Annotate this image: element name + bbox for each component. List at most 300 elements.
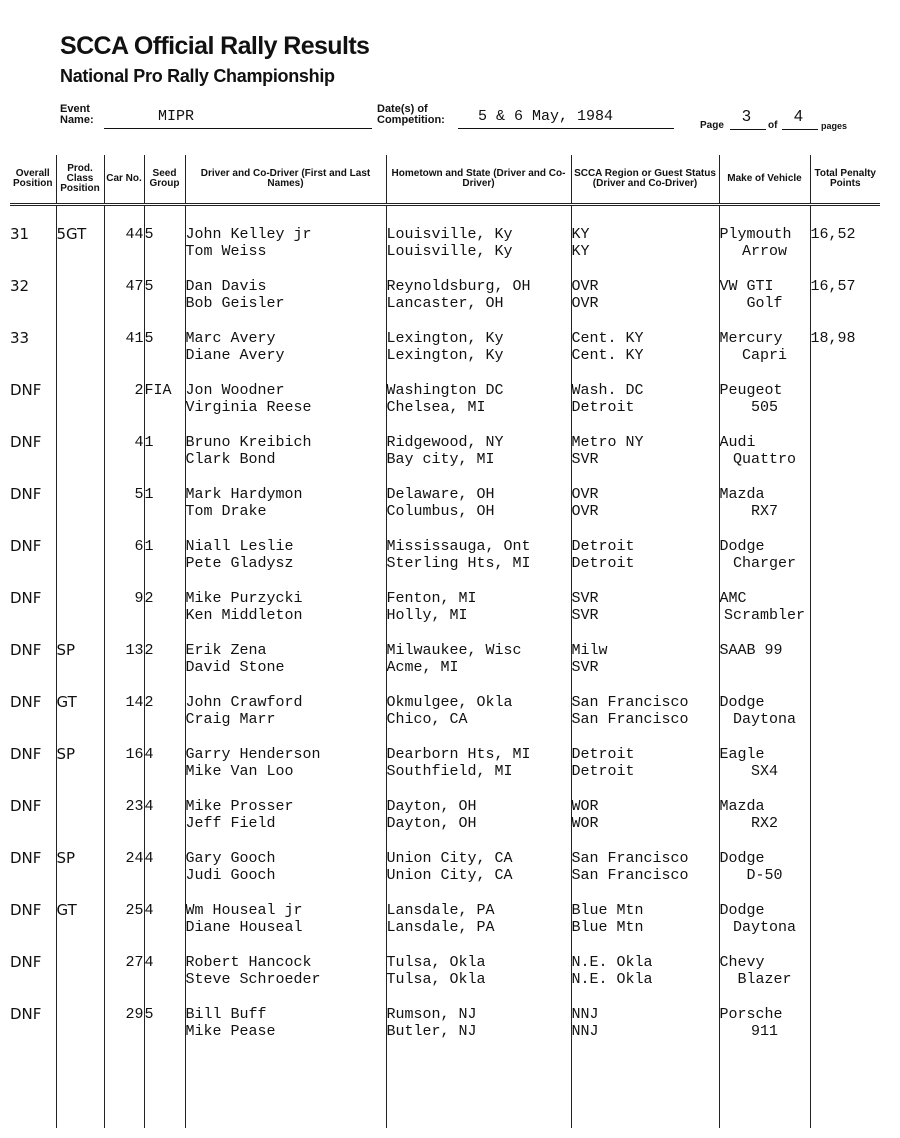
penalty-points: 16,52 [810,226,880,278]
col-header-seed-group: Seed Group [144,155,185,205]
region-cell [571,330,719,382]
driver-name: Robert Hancock [185,954,312,971]
vehicle-make: Eagle [719,746,765,763]
overall-position: DNF [10,797,42,815]
codriver-region: SVR [571,607,599,624]
hometown-cell [386,746,571,798]
class-position-cell [56,226,104,278]
penalty-points [810,486,880,538]
make-cell [719,642,810,694]
car-number: 16 [104,746,144,798]
penalty-points [810,902,880,954]
driver-region: WOR [571,798,599,815]
overall-position-cell [10,382,56,434]
overall-position-cell [10,798,56,850]
penalty-points: 16,57 [810,278,880,330]
table-row [10,278,880,330]
region-cell [571,954,719,1006]
hometown-cell [386,850,571,902]
overall-position: DNF [10,381,42,399]
col-header-hometown: Hometown and State (Driver and Co-Driver) [386,155,571,205]
make-cell [719,382,810,434]
seed-group: 5 [144,330,185,382]
make-cell [719,434,810,486]
pages-label: pages [821,121,848,131]
codriver-hometown: Tulsa, Okla [386,971,486,988]
region-cell [571,226,719,278]
driver-region: OVR [571,278,599,295]
make-cell [719,590,810,642]
vehicle-make: Audi [719,434,756,451]
driver-cell [185,226,386,278]
col-header-region: SCCA Region or Guest Status (Driver and Co-Driver) [571,155,719,205]
overall-position: 33 [10,329,30,347]
class-position-cell [56,382,104,434]
car-number: 47 [104,278,144,330]
make-cell [719,902,810,954]
driver-hometown: Fenton, MI [386,590,477,607]
vehicle-make: Porsche [719,1006,783,1023]
codriver-hometown: Dayton, OH [386,815,477,832]
results-body [10,205,880,1129]
driver-cell [185,694,386,746]
codriver-name: David Stone [185,659,285,676]
driver-cell [185,1006,386,1058]
overall-position-cell [10,954,56,1006]
make-cell [719,278,810,330]
driver-hometown: Rumson, NJ [386,1006,477,1023]
table-empty-row [10,1058,880,1128]
class-position-cell [56,538,104,590]
driver-cell [185,382,386,434]
penalty-points [810,798,880,850]
codriver-hometown: Bay city, MI [386,451,495,468]
region-cell [571,434,719,486]
codriver-region: NNJ [571,1023,599,1040]
class-position-cell [56,278,104,330]
class-position: SP [56,849,76,867]
table-row [10,330,880,382]
table-row [10,902,880,954]
overall-position-cell [10,434,56,486]
car-number: 9 [104,590,144,642]
seed-group: 5 [144,1006,185,1058]
driver-name: Dan Davis [185,278,267,295]
car-number: 13 [104,642,144,694]
penalty-points [810,538,880,590]
overall-position: DNF [10,745,42,763]
car-number: 4 [104,434,144,486]
overall-position-cell [10,850,56,902]
codriver-hometown: Southfield, MI [386,763,513,780]
vehicle-model: 505 [750,399,778,416]
overall-position: 31 [10,225,30,243]
overall-position-cell [10,746,56,798]
driver-region: Blue Mtn [571,902,644,919]
driver-hometown: Okmulgee, Okla [386,694,513,711]
class-position-cell [56,330,104,382]
driver-name: Marc Avery [185,330,276,347]
class-position-cell [56,1006,104,1058]
seed-group: 2 [144,590,185,642]
driver-name: Erik Zena [185,642,267,659]
seed-group: 4 [144,798,185,850]
codriver-region: SVR [571,659,599,676]
driver-region: Cent. KY [571,330,644,347]
event-label: Event Name: [60,103,94,126]
overall-position-cell [10,486,56,538]
driver-name: Garry Henderson [185,746,321,763]
region-cell [571,538,719,590]
overall-position: DNF [10,537,42,555]
col-header-driver: Driver and Co-Driver (First and Last Names) [185,155,386,205]
overall-position: DNF [10,693,42,711]
driver-hometown: Lansdale, PA [386,902,495,919]
table-row [10,382,880,434]
driver-cell [185,590,386,642]
overall-position-cell [10,538,56,590]
dates-value: 5 & 6 May, 1984 [478,108,614,125]
overall-position: DNF [10,589,42,607]
hometown-cell [386,382,571,434]
class-position-cell [56,798,104,850]
car-number: 6 [104,538,144,590]
hometown-cell [386,434,571,486]
make-cell [719,486,810,538]
driver-cell [185,746,386,798]
table-row [10,798,880,850]
codriver-region: OVR [571,503,599,520]
codriver-region: OVR [571,295,599,312]
codriver-region: SVR [571,451,599,468]
overall-position-cell [10,1006,56,1058]
codriver-name: Jeff Field [185,815,276,832]
car-number: 25 [104,902,144,954]
car-number: 41 [104,330,144,382]
class-position-cell [56,850,104,902]
vehicle-make: Dodge [719,694,765,711]
page-label: Page [700,120,724,131]
car-number: 23 [104,798,144,850]
hometown-cell [386,486,571,538]
class-position-cell [56,746,104,798]
vehicle-model: Daytona [732,919,796,936]
class-position-cell [56,954,104,1006]
driver-region: SVR [571,590,599,607]
region-cell [571,902,719,954]
vehicle-model: Capri [741,347,787,364]
overall-position: DNF [10,485,42,503]
seed-group: 5 [144,226,185,278]
codriver-name: Clark Bond [185,451,276,468]
codriver-hometown: Chico, CA [386,711,468,728]
hometown-cell [386,642,571,694]
codriver-region: San Francisco [571,711,689,728]
class-position-cell [56,694,104,746]
make-cell [719,330,810,382]
vehicle-make: Dodge [719,538,765,555]
hometown-cell [386,954,571,1006]
driver-hometown: Washington DC [386,382,504,399]
class-position-cell [56,590,104,642]
table-row [10,590,880,642]
make-cell [719,850,810,902]
driver-name: Mark Hardymon [185,486,303,503]
overall-position: DNF [10,849,42,867]
penalty-points [810,642,880,694]
seed-group: 4 [144,902,185,954]
overall-position-cell [10,902,56,954]
vehicle-make: AMC [719,590,747,607]
table-row [10,642,880,694]
driver-hometown: Delaware, OH [386,486,495,503]
class-position: GT [56,693,77,711]
overall-position: DNF [10,641,42,659]
overall-position: 32 [10,277,30,295]
col-header-make: Make of Vehicle [719,155,810,205]
class-position-cell [56,902,104,954]
penalty-points [810,954,880,1006]
driver-hometown: Dayton, OH [386,798,477,815]
region-cell [571,1006,719,1058]
overall-position-cell [10,226,56,278]
driver-cell [185,850,386,902]
driver-name: John Crawford [185,694,303,711]
codriver-name: Craig Marr [185,711,276,728]
driver-name: Mike Prosser [185,798,294,815]
make-cell [719,1006,810,1058]
codriver-name: Pete Gladysz [185,555,294,572]
vehicle-make: VW GTI [719,278,774,295]
vehicle-model: Arrow [741,243,787,260]
class-position-cell [56,434,104,486]
codriver-hometown: Union City, CA [386,867,513,884]
vehicle-make: Dodge [719,902,765,919]
hometown-cell [386,330,571,382]
vehicle-model: Quattro [732,451,796,468]
region-cell [571,850,719,902]
driver-name: Mike Purzycki [185,590,303,607]
vehicle-make: Plymouth [719,226,792,243]
event-name-value: MIPR [158,108,195,125]
overall-position: DNF [10,953,42,971]
hometown-cell [386,538,571,590]
codriver-name: Diane Houseal [185,919,303,936]
driver-region: KY [571,226,590,243]
region-cell [571,694,719,746]
page-title: SCCA Official Rally Results [60,32,370,60]
codriver-name: Mike Van Loo [185,763,294,780]
codriver-hometown: Columbus, OH [386,503,495,520]
penalty-points [810,850,880,902]
codriver-hometown: Lancaster, OH [386,295,504,312]
table-spacer-row [10,205,880,227]
driver-cell [185,434,386,486]
seed-group: 1 [144,434,185,486]
driver-cell [185,486,386,538]
codriver-name: Steve Schroeder [185,971,321,988]
results-table [10,155,880,1128]
driver-name: John Kelley jr [185,226,312,243]
vehicle-make: Mazda [719,486,765,503]
vehicle-model: Daytona [732,711,796,728]
vehicle-make: Mazda [719,798,765,815]
vehicle-model: SX4 [750,763,778,780]
event-name-underline [104,128,372,129]
region-cell [571,642,719,694]
seed-group: 1 [144,486,185,538]
dates-underline [458,128,674,129]
driver-hometown: Lexington, Ky [386,330,504,347]
vehicle-model: RX7 [750,503,778,520]
codriver-name: Virginia Reese [185,399,312,416]
seed-group: 2 [144,694,185,746]
region-cell [571,278,719,330]
driver-cell [185,954,386,1006]
table-row [10,226,880,278]
seed-group: 5 [144,278,185,330]
codriver-name: Ken Middleton [185,607,303,624]
codriver-hometown: Lansdale, PA [386,919,495,936]
vehicle-model: Blazer [737,971,792,988]
car-number: 14 [104,694,144,746]
car-number: 2 [104,382,144,434]
page-total: 4 [794,108,803,125]
codriver-region: Detroit [571,763,635,780]
seed-group: 4 [144,954,185,1006]
hometown-cell [386,798,571,850]
codriver-hometown: Louisville, Ky [386,243,513,260]
region-cell [571,590,719,642]
codriver-name: Bob Geisler [185,295,285,312]
make-cell [719,226,810,278]
overall-position: DNF [10,901,42,919]
region-cell [571,746,719,798]
class-position: SP [56,641,76,659]
penalty-points [810,382,880,434]
class-position: GT [56,901,77,919]
driver-region: San Francisco [571,850,689,867]
driver-hometown: Louisville, Ky [386,226,513,243]
driver-name: Jon Woodner [185,382,285,399]
region-cell [571,486,719,538]
hometown-cell [386,902,571,954]
driver-region: Detroit [571,538,635,555]
table-row [10,850,880,902]
vehicle-make: SAAB 99 [719,642,783,659]
codriver-region: Blue Mtn [571,919,644,936]
page-number-underline [730,129,766,130]
driver-cell [185,330,386,382]
driver-hometown: Tulsa, Okla [386,954,486,971]
car-number: 27 [104,954,144,1006]
region-cell [571,798,719,850]
driver-cell [185,798,386,850]
overall-position-cell [10,330,56,382]
vehicle-model: Golf [746,295,783,312]
codriver-name: Diane Avery [185,347,285,364]
table-row [10,954,880,1006]
vehicle-make: Mercury [719,330,783,347]
vehicle-model: 911 [750,1023,778,1040]
codriver-name: Judi Gooch [185,867,276,884]
driver-hometown: Mississauga, Ont [386,538,531,555]
driver-cell [185,538,386,590]
driver-name: Bill Buff [185,1006,267,1023]
seed-group: 2 [144,642,185,694]
driver-cell [185,278,386,330]
driver-region: Detroit [571,746,635,763]
codriver-hometown: Sterling Hts, MI [386,555,531,572]
codriver-hometown: Acme, MI [386,659,459,676]
class-position-cell [56,642,104,694]
col-header-class-position: Prod. Class Position [56,155,104,205]
penalty-points [810,1006,880,1058]
driver-region: San Francisco [571,694,689,711]
penalty-points [810,434,880,486]
penalty-points [810,694,880,746]
driver-cell [185,902,386,954]
driver-region: Milw [571,642,608,659]
codriver-region: Detroit [571,399,635,416]
codriver-hometown: Lexington, Ky [386,347,504,364]
codriver-name: Tom Drake [185,503,267,520]
make-cell [719,954,810,1006]
overall-position-cell [10,590,56,642]
table-row [10,1006,880,1058]
table-row [10,434,880,486]
car-number: 44 [104,226,144,278]
codriver-region: San Francisco [571,867,689,884]
penalty-points: 18,98 [810,330,880,382]
hometown-cell [386,694,571,746]
car-number: 5 [104,486,144,538]
table-row [10,486,880,538]
vehicle-model: Scrambler [723,607,805,624]
vehicle-make: Peugeot [719,382,783,399]
make-cell [719,694,810,746]
class-position: SP [56,745,76,763]
overall-position: DNF [10,1005,42,1023]
seed-group: 4 [144,746,185,798]
car-number: 24 [104,850,144,902]
seed-group: 4 [144,850,185,902]
driver-region: N.E. Okla [571,954,653,971]
vehicle-model: Charger [732,555,796,572]
col-header-car-number: Car No. [104,155,144,205]
seed-group: FIA [144,382,185,434]
codriver-name: Mike Pease [185,1023,276,1040]
page-subtitle: National Pro Rally Championship [60,66,335,86]
overall-position: DNF [10,433,42,451]
table-row [10,746,880,798]
of-label: of [768,120,778,131]
driver-cell [185,642,386,694]
codriver-region: N.E. Okla [571,971,653,988]
driver-hometown: Ridgewood, NY [386,434,504,451]
driver-hometown: Dearborn Hts, MI [386,746,531,763]
codriver-region: WOR [571,815,599,832]
driver-name: Wm Houseal jr [185,902,303,919]
driver-hometown: Milwaukee, Wisc [386,642,522,659]
overall-position-cell [10,278,56,330]
codriver-region: Detroit [571,555,635,572]
page-number: 3 [742,108,751,125]
vehicle-model: RX2 [750,815,778,832]
hometown-cell [386,226,571,278]
driver-name: Bruno Kreibich [185,434,312,451]
codriver-hometown: Butler, NJ [386,1023,477,1040]
